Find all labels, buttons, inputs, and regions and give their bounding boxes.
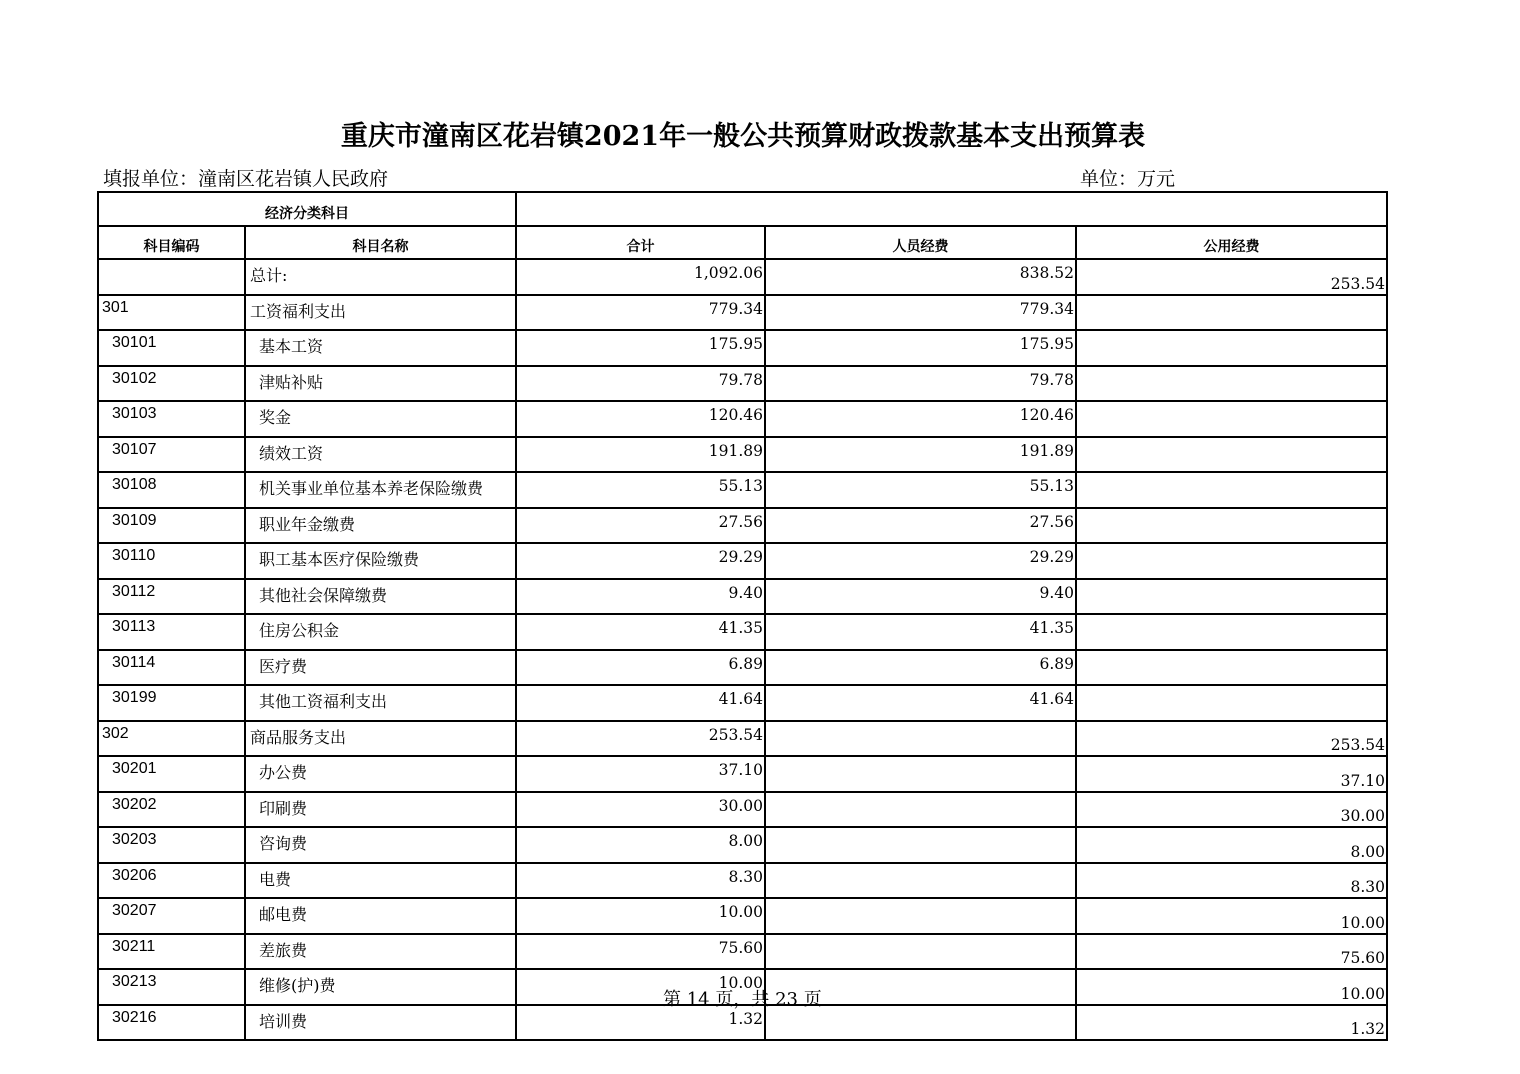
cell-public: 253.54 [1076,721,1387,757]
cell-total: 253.54 [516,721,765,757]
table-row [98,543,1387,579]
cell-personnel: 27.56 [765,508,1076,544]
cell-code: 30211 [98,934,245,970]
table-row [98,579,1387,615]
col-header-total: 合计 [516,226,765,260]
cell-public [1076,330,1387,366]
cell-personnel: 120.46 [765,401,1076,437]
cell-public: 37.10 [1076,756,1387,792]
cell-total: 1.32 [516,1005,765,1041]
cell-total: 29.29 [516,543,765,579]
cell-code: 302 [98,721,245,757]
cell-code: 30107 [98,437,245,473]
cell-personnel [765,863,1076,899]
cell-public [1076,401,1387,437]
currency-unit: 单位：万元 [1080,168,1176,190]
cell-code: 30112 [98,579,245,615]
cell-code: 30109 [98,508,245,544]
cell-name: 差旅费 [245,934,516,970]
cell-public: 30.00 [1076,792,1387,828]
cell-public: 10.00 [1076,898,1387,934]
cell-total: 8.00 [516,827,765,863]
cell-name: 奖金 [245,401,516,437]
cell-public [1076,366,1387,402]
cell-name: 商品服务支出 [245,721,516,757]
cell-name: 其他社会保障缴费 [245,579,516,615]
table-row [98,401,1387,437]
cell-name: 医疗费 [245,650,516,686]
cell-total: 55.13 [516,472,765,508]
cell-personnel: 175.95 [765,330,1076,366]
table-row [98,827,1387,863]
cell-public: 8.30 [1076,863,1387,899]
cell-personnel [765,721,1076,757]
col-header-name: 科目名称 [245,226,516,260]
cell-total: 30.00 [516,792,765,828]
cell-name: 培训费 [245,1005,516,1041]
table-row [98,472,1387,508]
group-header-economic-classification: 经济分类科目 [98,192,516,226]
cell-public [1076,685,1387,721]
cell-public: 75.60 [1076,934,1387,970]
cell-total: 175.95 [516,330,765,366]
col-header-public: 公用经费 [1076,226,1387,260]
filing-unit: 填报单位：潼南区花岩镇人民政府 [103,168,389,190]
cell-code: 30110 [98,543,245,579]
col-header-personnel: 人员经费 [765,226,1076,260]
cell-personnel: 9.40 [765,579,1076,615]
cell-public [1076,650,1387,686]
cell-public: 253.54 [1076,259,1387,295]
cell-total: 10.00 [516,898,765,934]
cell-total: 9.40 [516,579,765,615]
cell-total: 1,092.06 [516,259,765,295]
cell-code [98,259,245,295]
cell-personnel [765,898,1076,934]
cell-name: 绩效工资 [245,437,516,473]
cell-personnel [765,934,1076,970]
cell-name: 印刷费 [245,792,516,828]
cell-total: 191.89 [516,437,765,473]
table-row [98,685,1387,721]
page-title: 重庆市潼南区花岩镇2021年一般公共预算财政拨款基本支出预算表 [340,121,1146,152]
cell-total: 79.78 [516,366,765,402]
cell-total: 27.56 [516,508,765,544]
cell-name: 津贴补贴 [245,366,516,402]
cell-name: 办公费 [245,756,516,792]
cell-code: 30202 [98,792,245,828]
cell-public [1076,579,1387,615]
cell-personnel: 29.29 [765,543,1076,579]
cell-personnel: 191.89 [765,437,1076,473]
cell-personnel: 41.35 [765,614,1076,650]
group-header-row [98,192,1387,226]
cell-code: 30108 [98,472,245,508]
table-row [98,792,1387,828]
cell-code: 30206 [98,863,245,899]
cell-public [1076,472,1387,508]
cell-personnel: 6.89 [765,650,1076,686]
page-number: 第 14 页，共 23 页 [663,989,822,1010]
cell-name: 邮电费 [245,898,516,934]
cell-public [1076,543,1387,579]
cell-public: 1.32 [1076,1005,1387,1041]
table-row [98,366,1387,402]
cell-name: 职工基本医疗保险缴费 [245,543,516,579]
cell-personnel: 838.52 [765,259,1076,295]
cell-code: 30102 [98,366,245,402]
cell-personnel [765,792,1076,828]
cell-personnel: 79.78 [765,366,1076,402]
cell-personnel: 41.64 [765,685,1076,721]
cell-name: 咨询费 [245,827,516,863]
col-header-code: 科目编码 [98,226,245,260]
cell-name: 维修(护)费 [245,969,516,1005]
cell-public [1076,508,1387,544]
cell-name: 电费 [245,863,516,899]
cell-code: 301 [98,295,245,331]
table-row [98,650,1387,686]
table-row [98,863,1387,899]
cell-code: 30103 [98,401,245,437]
cell-total: 120.46 [516,401,765,437]
cell-name: 基本工资 [245,330,516,366]
table-row [98,437,1387,473]
budget-table [97,191,1388,1041]
cell-code: 30101 [98,330,245,366]
cell-public [1076,437,1387,473]
table-row [98,259,1387,295]
cell-code: 30207 [98,898,245,934]
cell-name: 工资福利支出 [245,295,516,331]
cell-total: 779.34 [516,295,765,331]
cell-personnel: 779.34 [765,295,1076,331]
cell-personnel [765,827,1076,863]
cell-name: 其他工资福利支出 [245,685,516,721]
table-row [98,898,1387,934]
table-row [98,721,1387,757]
cell-total: 41.64 [516,685,765,721]
table-row [98,508,1387,544]
cell-public: 10.00 [1076,969,1387,1005]
table-row [98,614,1387,650]
cell-public [1076,295,1387,331]
cell-code: 30201 [98,756,245,792]
cell-public [1076,614,1387,650]
cell-code: 30216 [98,1005,245,1041]
cell-code: 30199 [98,685,245,721]
table-row [98,934,1387,970]
cell-name: 机关事业单位基本养老保险缴费 [245,472,516,508]
cell-total: 37.10 [516,756,765,792]
cell-total: 6.89 [516,650,765,686]
cell-total: 75.60 [516,934,765,970]
cell-name: 住房公积金 [245,614,516,650]
cell-personnel: 55.13 [765,472,1076,508]
cell-total: 8.30 [516,863,765,899]
cell-total: 41.35 [516,614,765,650]
cell-code: 30114 [98,650,245,686]
table-row [98,330,1387,366]
cell-name: 总计: [245,259,516,295]
cell-code: 30113 [98,614,245,650]
table-row [98,295,1387,331]
cell-total: 10.00 [516,969,765,1005]
column-header-row [98,226,1387,260]
cell-personnel [765,756,1076,792]
cell-code: 30213 [98,969,245,1005]
cell-code: 30203 [98,827,245,863]
cell-public: 8.00 [1076,827,1387,863]
table-row [98,756,1387,792]
group-header-blank [516,192,1387,226]
cell-name: 职业年金缴费 [245,508,516,544]
